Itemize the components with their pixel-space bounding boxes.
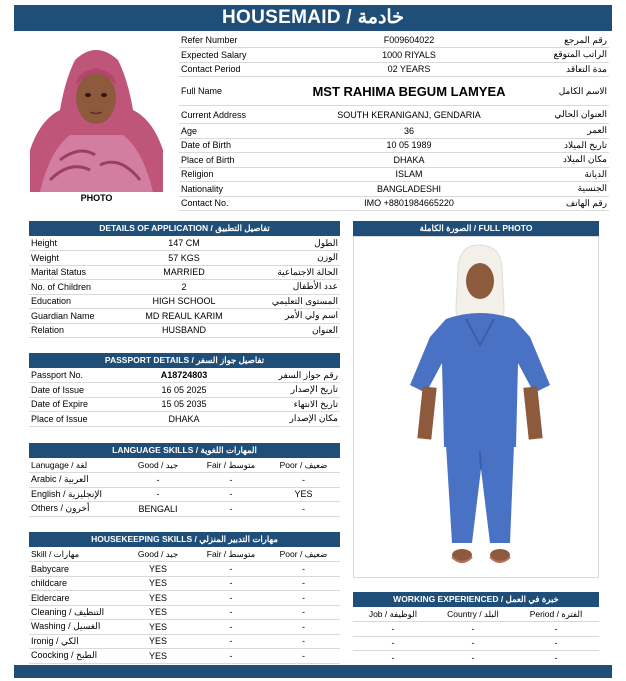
info-row-name (179, 77, 609, 106)
skill-name: Eldercare (29, 591, 121, 606)
passport-row (29, 397, 340, 412)
skill-name: Cleaning / التنظيف (29, 605, 121, 620)
cell: - (195, 576, 267, 591)
page-title: HOUSEMAID / خادمة (14, 5, 612, 31)
full-photo-section (353, 221, 599, 236)
cell: - (353, 636, 433, 651)
passport-title: PASSPORT DETAILS / تفاصيل جواز السفر (29, 353, 340, 368)
row-label-ar: العنوان (239, 323, 340, 338)
row-value: 147 CM (129, 236, 239, 251)
skill-row (29, 605, 340, 620)
skill-name: Washing / الغسيل (29, 620, 121, 635)
cell: - (353, 651, 433, 666)
language-row (29, 473, 340, 488)
skill-name: Babycare (29, 562, 121, 577)
col-header: Fair / متوسط (195, 458, 267, 473)
col-header: Good / جيد (121, 458, 195, 473)
row-label: Date of Issue (29, 383, 129, 398)
info-value: IMO +8801984665220 (309, 196, 509, 211)
row-value: 2 (129, 280, 239, 295)
info-row (179, 167, 609, 182)
col-header: Period / الفترة (513, 607, 599, 622)
info-value: SOUTH KERANIGANJ, GENDARIA (309, 106, 509, 124)
language-name: Arabic / العربية (29, 473, 121, 488)
language-table (29, 458, 340, 517)
language-name: Others / أخرون (29, 502, 121, 517)
info-label-ar: العمر (509, 124, 609, 139)
info-row (179, 106, 609, 124)
row-label-ar: رقم جواز السفر (239, 368, 340, 383)
skill-row (29, 576, 340, 591)
experience-header-row (353, 607, 599, 622)
language-row (29, 487, 340, 502)
cell: - (121, 473, 195, 488)
row-label-ar: مكان الإصدار (239, 412, 340, 427)
cell: - (267, 620, 340, 635)
application-row (29, 265, 340, 280)
application-row (29, 323, 340, 338)
row-label-ar: الحالة الاجتماعية (239, 265, 340, 280)
info-label: Religion (179, 167, 309, 182)
experience-title: WORKING EXPERIENCED / خبرة في العمل (353, 592, 599, 607)
cell: - (195, 562, 267, 577)
row-label-ar: الوزن (239, 251, 340, 266)
cell: YES (121, 605, 195, 620)
col-header: Skill / مهارات (29, 547, 121, 562)
skill-name: Coocking / الطبخ (29, 649, 121, 664)
skill-name: Ironig / الكي (29, 634, 121, 649)
cell: - (267, 605, 340, 620)
row-label-ar: الطول (239, 236, 340, 251)
cell: - (267, 502, 340, 517)
experience-row (353, 651, 599, 666)
info-row (179, 182, 609, 197)
cell: - (267, 562, 340, 577)
row-label: Weight (29, 251, 129, 266)
col-header: Poor / ضعيف (267, 547, 340, 562)
language-row (29, 502, 340, 517)
info-row (179, 33, 609, 48)
info-value: 02 YEARS (309, 62, 509, 77)
skill-row (29, 591, 340, 606)
skill-row (29, 649, 340, 664)
row-value: MARRIED (129, 265, 239, 280)
experience-table (353, 607, 599, 666)
experience-section (353, 592, 599, 666)
info-value: DHAKA (309, 153, 509, 168)
col-header: Good / جيد (121, 547, 195, 562)
cell: - (433, 651, 513, 666)
row-label-ar: المستوى التعليمي (239, 294, 340, 309)
row-label-ar: اسم ولي الأمر (239, 309, 340, 324)
application-title: DETAILS OF APPLICATION / تفاصيل التطبيق (29, 221, 340, 236)
cell: YES (121, 576, 195, 591)
cell: - (195, 649, 267, 664)
info-label: Date of Birth (179, 138, 309, 153)
col-header: Poor / ضعيف (267, 458, 340, 473)
info-value: 36 (309, 124, 509, 139)
language-section (29, 443, 340, 517)
info-row (179, 124, 609, 139)
info-label-ar: رقم الهاتف (509, 196, 609, 211)
row-label-ar: تاريخ الانتهاء (239, 397, 340, 412)
info-value: ISLAM (309, 167, 509, 182)
language-header-row (29, 458, 340, 473)
info-row (179, 153, 609, 168)
application-row (29, 251, 340, 266)
cell: - (195, 605, 267, 620)
row-value: HIGH SCHOOL (129, 294, 239, 309)
photo-label: PHOTO (80, 193, 113, 203)
experience-row (353, 622, 599, 637)
row-value: 57 KGS (129, 251, 239, 266)
info-value: BANGLADESHI (309, 182, 509, 197)
cell: - (513, 636, 599, 651)
info-label: Current Address (179, 106, 309, 124)
row-label-ar: عدد الأطفال (239, 280, 340, 295)
passport-row (29, 368, 340, 383)
cell: - (433, 636, 513, 651)
cell: - (195, 502, 267, 517)
housekeeping-table (29, 547, 340, 664)
cell: - (353, 622, 433, 637)
skill-row (29, 634, 340, 649)
cell: - (195, 634, 267, 649)
application-row (29, 294, 340, 309)
info-label: Full Name (179, 77, 309, 106)
info-label-ar: رقم المرجع (509, 33, 609, 48)
info-label-ar: مدة التعاقد (509, 62, 609, 77)
row-label: Relation (29, 323, 129, 338)
cell: - (267, 649, 340, 664)
passport-photo (30, 40, 163, 192)
row-label: Place of Issue (29, 412, 129, 427)
info-row (179, 196, 609, 211)
info-label: Contact No. (179, 196, 309, 211)
cell: - (195, 473, 267, 488)
application-table (29, 236, 340, 338)
info-label-ar: الديانة (509, 167, 609, 182)
cell: YES (267, 487, 340, 502)
housekeeping-header-row (29, 547, 340, 562)
info-label: Contact Period (179, 62, 309, 77)
footer-bar (14, 665, 612, 678)
info-row (179, 48, 609, 63)
application-section (29, 221, 340, 338)
cell: - (433, 622, 513, 637)
info-label-ar: الاسم الكامل (509, 77, 609, 106)
row-label: Date of Expire (29, 397, 129, 412)
row-label: No. of Children (29, 280, 129, 295)
info-label: Place of Birth (179, 153, 309, 168)
cell: - (195, 620, 267, 635)
row-value: MD REAUL KARIM (129, 309, 239, 324)
info-row (179, 138, 609, 153)
cell: - (267, 634, 340, 649)
full-photo-title: الصورة الكاملة / FULL PHOTO (353, 221, 599, 236)
row-label: Education (29, 294, 129, 309)
full-body-image (354, 237, 599, 578)
skill-name: childcare (29, 576, 121, 591)
info-value: F009604022 (309, 33, 509, 48)
col-header: Job / الوظيفة (353, 607, 433, 622)
portrait-image (30, 40, 163, 192)
full-name-value: MST RAHIMA BEGUM LAMYEA (309, 77, 509, 106)
row-value: 15 05 2035 (129, 397, 239, 412)
cell: YES (121, 649, 195, 664)
language-name: English / الإنجليزية (29, 487, 121, 502)
passport-section (29, 353, 340, 427)
cell: - (267, 576, 340, 591)
row-label: Height (29, 236, 129, 251)
info-label: Expected Salary (179, 48, 309, 63)
info-label-ar: تاريخ الميلاد (509, 138, 609, 153)
cell: YES (121, 634, 195, 649)
cell: - (195, 487, 267, 502)
info-label-ar: الجنسية (509, 182, 609, 197)
skill-row (29, 620, 340, 635)
application-row (29, 236, 340, 251)
cell: YES (121, 591, 195, 606)
row-label: Guardian Name (29, 309, 129, 324)
passport-row (29, 412, 340, 427)
personal-info-table (179, 33, 609, 211)
application-row (29, 280, 340, 295)
passport-row (29, 383, 340, 398)
experience-row (353, 636, 599, 651)
cell: - (195, 591, 267, 606)
language-title: LANGUAGE SKILLS / المهارات اللغوية (29, 443, 340, 458)
info-label: Refer Number (179, 33, 309, 48)
info-label: Nationality (179, 182, 309, 197)
cell: - (513, 651, 599, 666)
row-label: Marital Status (29, 265, 129, 280)
info-label: Age (179, 124, 309, 139)
passport-number: A18724803 (129, 368, 239, 383)
row-value: HUSBAND (129, 323, 239, 338)
cell: - (513, 622, 599, 637)
col-header: Fair / متوسط (195, 547, 267, 562)
row-value: 16 05 2025 (129, 383, 239, 398)
info-row (179, 62, 609, 77)
row-label: Passport No. (29, 368, 129, 383)
cell: - (121, 487, 195, 502)
col-header: Lanugage / لغة (29, 458, 121, 473)
info-label-ar: مكان الميلاد (509, 153, 609, 168)
housekeeping-section (29, 532, 340, 664)
cell: - (267, 591, 340, 606)
housekeeping-title: HOUSEKEEPING SKILLS / مهارات التدبير المنزلي (29, 532, 340, 547)
full-photo (353, 236, 599, 578)
application-row (29, 309, 340, 324)
info-label-ar: العنوان الحالي (509, 106, 609, 124)
row-value: DHAKA (129, 412, 239, 427)
info-label-ar: الراتب المتوقع (509, 48, 609, 63)
cell: BENGALI (121, 502, 195, 517)
cell: YES (121, 562, 195, 577)
info-value: 1000 RIYALS (309, 48, 509, 63)
cell: - (267, 473, 340, 488)
skill-row (29, 562, 340, 577)
info-value: 10 05 1989 (309, 138, 509, 153)
passport-table (29, 368, 340, 427)
cell: YES (121, 620, 195, 635)
col-header: Country / البلد (433, 607, 513, 622)
row-label-ar: تاريخ الإصدار (239, 383, 340, 398)
